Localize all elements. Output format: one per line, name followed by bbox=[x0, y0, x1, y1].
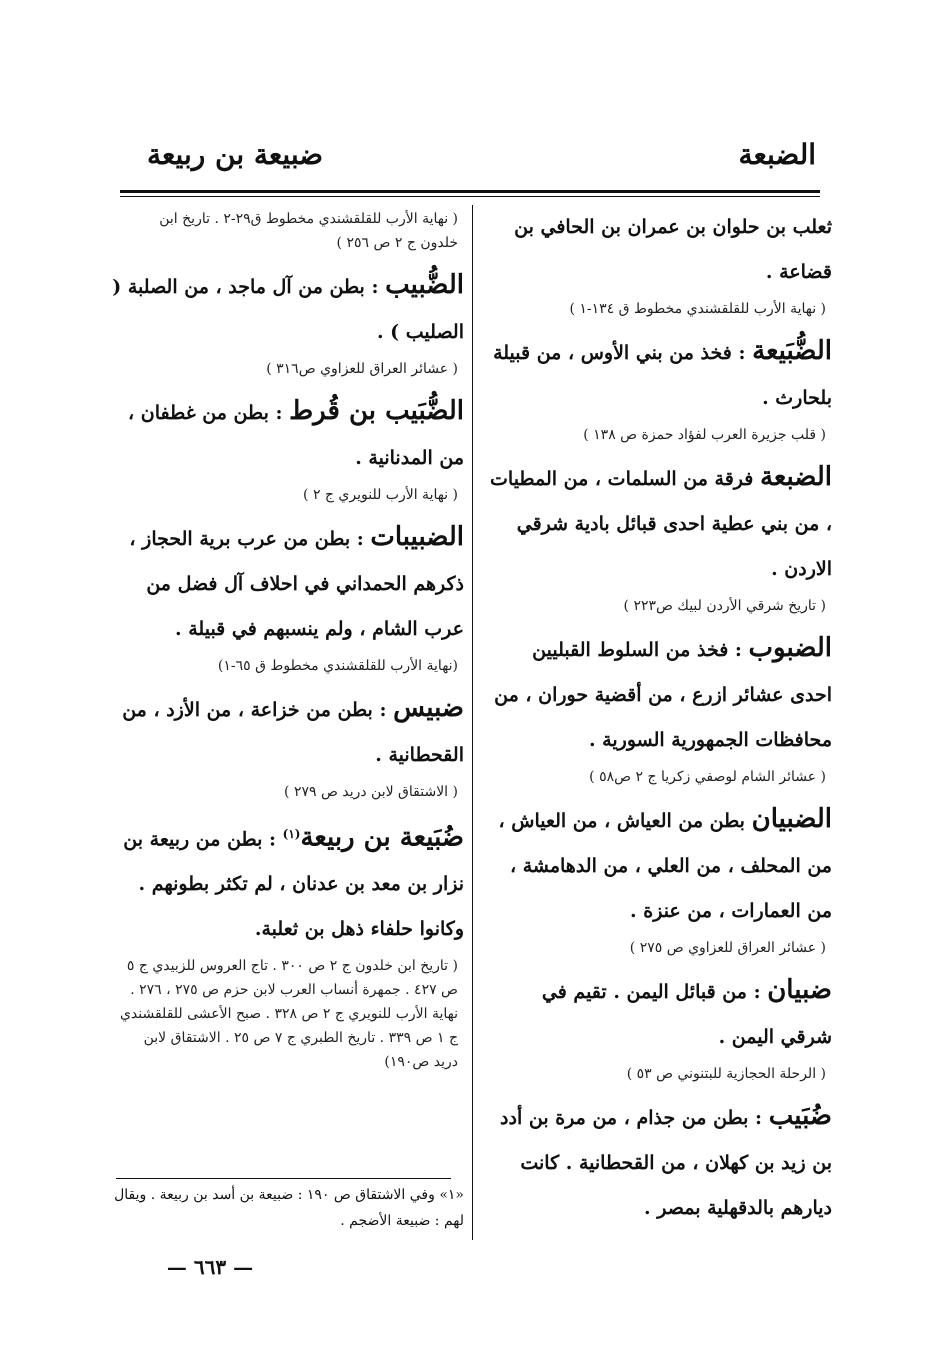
entry-source: ( قلب جزيرة العرب لفؤاد حمزة ص ١٣٨ ) bbox=[583, 427, 826, 443]
entry-source: ( نهاية الأرب للقلقشندي مخطوط ق٢٩-٢ . تاريخ ابن خلدون ج ٢ ص ٢٥٦ ) bbox=[159, 211, 458, 251]
header-rule-thick bbox=[120, 190, 820, 193]
entry-body: : فخذ من السلوط القبليين احدى عشائر ازرع ، من أقضية حوران ، من محافظات الجمهورية السورية . bbox=[494, 639, 832, 751]
entry-body: : بطن من آل ماجد ، من الصلبة ( الصليب ) . bbox=[112, 276, 464, 343]
entry-body: ثعلب بن حلوان بن عمران بن الحافي بن قضاعة . bbox=[514, 216, 832, 283]
entry-headword: الضبيان bbox=[751, 804, 832, 834]
entry-source: ( تاريخ شرقي الأردن لبيك ص٢٢٣ ) bbox=[623, 598, 826, 614]
entry-text bbox=[112, 686, 464, 778]
entry-headword: ضُبَيب bbox=[768, 1101, 832, 1131]
entry-body: بطن من العياش ، من العياش ، من المحلف ، من العلي ، من الدهامشة ، من العمارات ، من عنزة . bbox=[498, 810, 832, 922]
entry-headword: الضبوب bbox=[748, 633, 832, 663]
entry-text bbox=[112, 263, 464, 355]
running-header-left: ضبيعة بن ربيعة bbox=[147, 138, 324, 171]
entry-text bbox=[487, 329, 832, 421]
entry-text bbox=[487, 968, 832, 1060]
entry-text bbox=[112, 812, 464, 952]
entry-body: : بطن من عرب برية الحجاز ، ذكرهم الحمداني في احلاف آل فضل من عرب الشام ، ولم ينسبهم في قبيلة . bbox=[129, 528, 464, 640]
footnote: «١» وفي الاشتقاق ص ١٩٠ : ضبيعة بن أسد بن ربيعة . ويقال لهم : ضبيعة الأضجم . bbox=[114, 1187, 464, 1229]
entry-text bbox=[487, 205, 832, 295]
entry-source: (نهاية الأرب للقلقشندي مخطوط ق ٦٥-١) bbox=[217, 658, 458, 674]
entry-headword: ضبيان bbox=[767, 975, 832, 1005]
running-header-right: الضبعة bbox=[738, 138, 816, 171]
entry-body: : بطن من خزاعة ، من الأزد ، من القحطانية . bbox=[122, 699, 464, 766]
entry-headword: الضُّبيب bbox=[385, 270, 464, 300]
footnote-marker: (١) bbox=[282, 827, 301, 841]
entry-body: : بطن من ربيعة بن نزار بن معد بن عدنان ، لم تكثر بطونهم . وكانوا حلفاء ذهل بن ثعلبة. bbox=[123, 828, 464, 941]
column-divider bbox=[472, 205, 473, 1240]
entry-source: ( نهاية الأرب للنويري ج ٢ ) bbox=[303, 487, 458, 503]
left-column bbox=[112, 205, 464, 1082]
entry-source: ( عشائر العراق للعزاوي ص٣١٦ ) bbox=[266, 361, 458, 377]
entry-headword: الضُّبَيب بن قُرط bbox=[289, 396, 464, 426]
entry-text bbox=[487, 1094, 832, 1231]
entry-headword: ضبيس bbox=[393, 693, 464, 723]
entry-body: : بطن من غطفان ، من المدنانية . bbox=[128, 402, 464, 469]
entry-source: ( الاشتقاق لابن دريد ص ٢٧٩ ) bbox=[284, 784, 458, 800]
entry-text bbox=[112, 515, 464, 652]
entry-headword: الضبيبات bbox=[370, 522, 464, 552]
header-rule-thin bbox=[120, 196, 820, 197]
entry-body: فرقة من السلمات ، من المطيات ، من بني عطية احدى قبائل بادية شرقي الاردن . bbox=[490, 468, 832, 580]
entry-headword: الضُّبَيعة bbox=[752, 336, 832, 366]
entry-body: : فخذ من بني الأوس ، من قبيلة بلحارث . bbox=[493, 342, 832, 409]
footnote-rule bbox=[116, 1178, 451, 1179]
entry-body: : من قبائل اليمن . تقيم في شرقي اليمن . bbox=[541, 981, 832, 1048]
page-number: — ٦٦٣ — bbox=[166, 1255, 254, 1279]
entry-text bbox=[487, 455, 832, 592]
entry-text bbox=[487, 626, 832, 763]
entry-source: ( عشائر الشام لوصفي زكريا ج ٢ ص٥٨ ) bbox=[589, 769, 826, 785]
entry-source: ( نهاية الأرب للقلقشندي مخطوط ق ١٣٤-١ ) bbox=[569, 301, 826, 317]
entry-body: : بطن من جذام ، من مرة بن أدد بن زيد بن كهلان ، من القحطانية . كانت ديارهم بالدقهلية بمصر . bbox=[500, 1107, 832, 1219]
entry-text bbox=[487, 797, 832, 934]
right-column bbox=[487, 205, 832, 1233]
entry-text bbox=[112, 389, 464, 481]
entry-source: ( عشائر العراق للعزاوي ص ٢٧٥ ) bbox=[629, 940, 826, 956]
entry-source: ( تاريخ ابن خلدون ج ٢ ص ٣٠٠ . تاج العروس للزبيدي ج ٥ ص ٤٢٧ . جمهرة أنساب العرب لابن حزم ص ٢٧٥ ، ٢٧٦ . نهاية الأرب للنويري ج ٢ ص ٣٢٨ . صبح الأعشى للقلقشندي ج ١ ص ٣٣٩ . تاريخ الطبري ج ٧ ص ٢٥ . الاشتقاق لابن دريد ص١٩٠) bbox=[119, 958, 458, 1071]
entry-source: ( الرحلة الحجازية للبتنوني ص ٥٣ ) bbox=[626, 1066, 826, 1082]
entry-headword: الضبعة bbox=[759, 462, 832, 492]
entry-headword: ضُبَيعة بن ربيعة bbox=[300, 822, 464, 853]
